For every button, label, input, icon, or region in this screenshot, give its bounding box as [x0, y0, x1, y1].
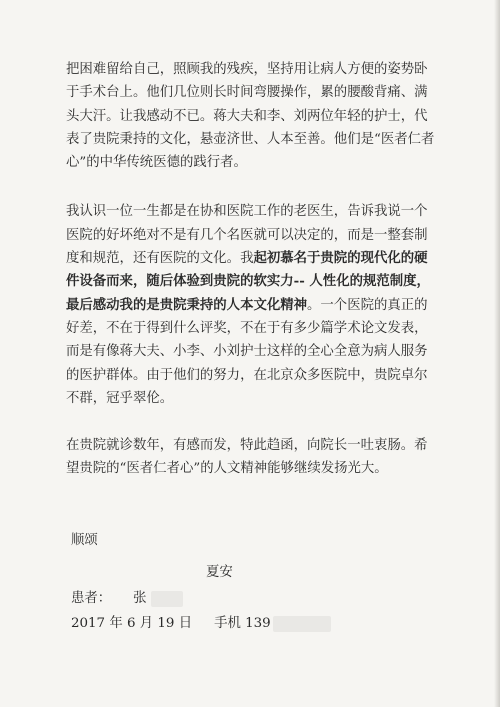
- letter-body: [66, 58, 436, 481]
- phone-label: 手机 139: [214, 616, 271, 631]
- patient-name: 张: [133, 591, 147, 606]
- patient-line: [71, 588, 183, 610]
- patient-label: 患者：: [71, 591, 112, 606]
- paragraph-1: 把困难留给自己，照顾我的残疾，坚持用让病人方便的姿势卧于手术台上。他们几位则长时间弯腰操作，累的腰酸背痛、满头大汗。让我感动不已。蒋大夫和李、刘两位年轻的护士，代表了贵院秉持的文化，悬壶济世、人本至善。他们是“医者仁者心”的中华传统医德的践行者。: [66, 62, 435, 171]
- page-edge-shadow: [494, 0, 500, 707]
- paragraph-2-rest: 。一个医院的真正的好差，不在于得到什么评奖，不在于有多少篇学术论文发表，而是有像蒋大夫、小李、小刘护士这样的全心全意为病人服务的医护群体。由于他们的努力，在北京众多医院中，贵院卓尔不群，冠乎翠伦。: [66, 297, 428, 406]
- redaction-block-name: [151, 591, 183, 607]
- date-phone-line: [71, 613, 331, 635]
- redaction-block-phone: [273, 616, 331, 632]
- paragraph-2-bold: 起初慕名于贵院的现代化的硬件设备而来，随后体验到贵院的软实力-- 人性化的规范制度，最后感动我的是贵院秉持的人本文化精神: [66, 250, 430, 313]
- closing-salutation: 顺颂: [71, 533, 98, 548]
- paragraph-2-intro: 我认识一位一生都是在协和医院工作的老医生，告诉我说一个医院的好坏绝对不是有几个名医就可以决定的，而是一整套制度和规范，还有医院的文化。我: [66, 204, 428, 267]
- letter-date: 2017 年 6 月 19 日: [71, 616, 193, 631]
- paragraph-2: [66, 200, 436, 410]
- closing-wish: 夏安: [206, 565, 233, 580]
- paragraph-3: 在贵院就诊数年，有感而发，特此趋函，向院长一吐衷肠。希望贵院的“医者仁者心”的人文精神能够继续发扬光大。: [66, 438, 428, 477]
